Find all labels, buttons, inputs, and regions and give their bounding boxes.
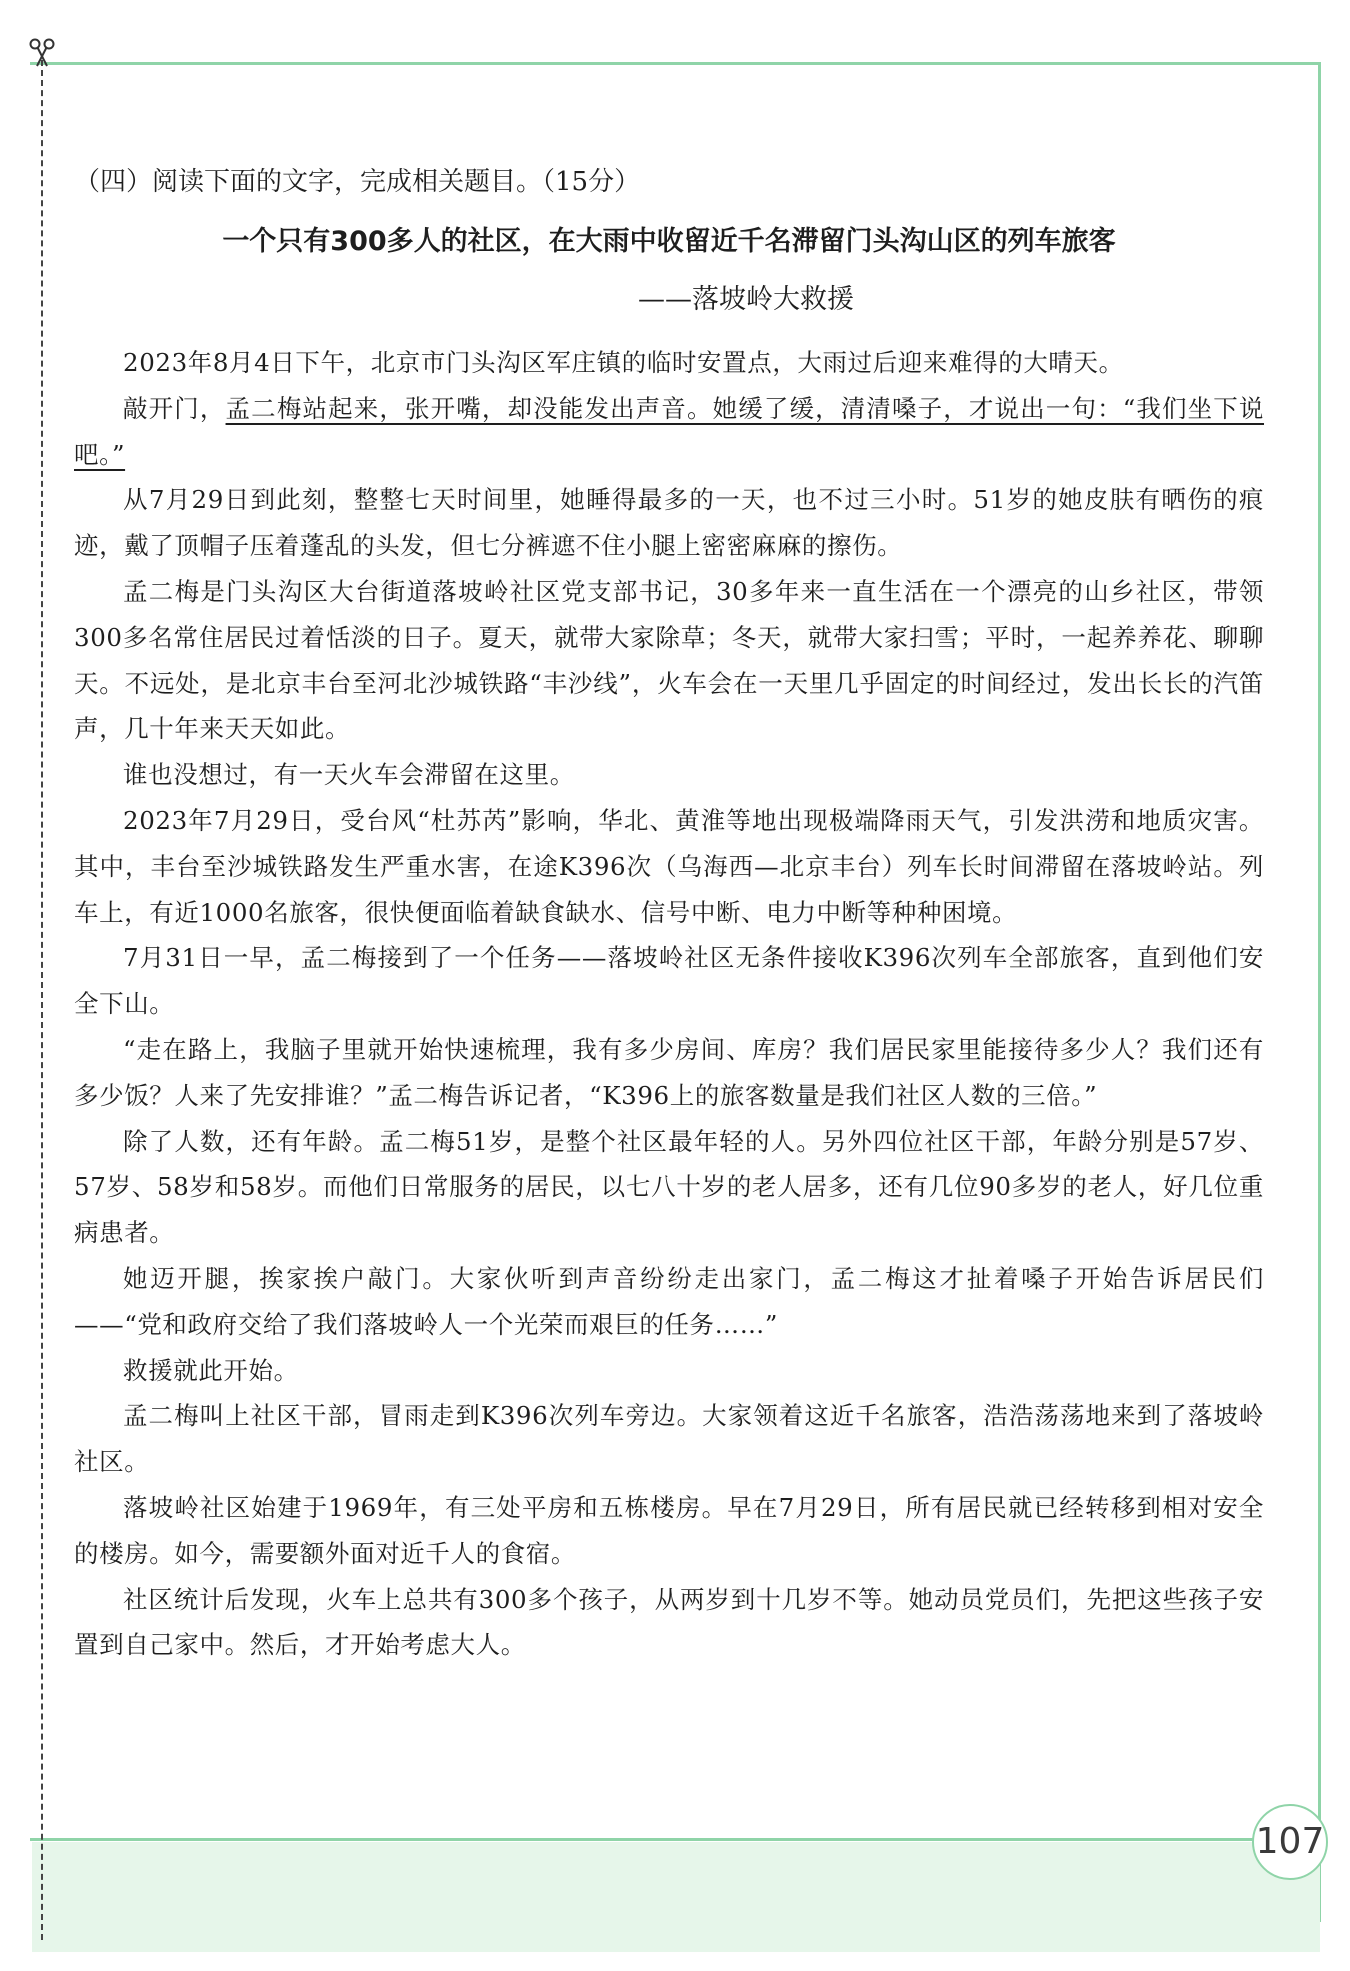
paragraph: 2023年8月4日下午，北京市门头沟区军庄镇的临时安置点，大雨过后迎来难得的大晴天。 <box>123 348 1124 377</box>
paragraph: 谁也没想过，有一天火车会滞留在这里。 <box>123 760 575 790</box>
paragraph: 社区统计后发现，火车上总共有300多个孩子，从两岁到十几岁不等。她动员党员们，先把这些孩子安置到自己家中。然后，才开始考虑大人。 <box>74 1584 1264 1660</box>
article <box>74 158 1264 1668</box>
article-subtitle: ——落坡岭大救援 <box>638 284 854 315</box>
paragraph: 孟二梅叫上社区干部，冒雨走到K396次列车旁边。大家领着这近千名旅客，浩浩荡荡地来到了落坡岭社区。 <box>74 1401 1264 1477</box>
paragraph: 落坡岭社区始建于1969年，有三处平房和五栋楼房。早在7月29日，所有居民就已经转移到相对安全的楼房。如今，需要额外面对近千人的食宿。 <box>74 1492 1264 1568</box>
page-frame-top <box>30 62 1320 65</box>
paragraph: 从7月29日到此刻，整整七天时间里，她睡得最多的一天，也不过三小时。51岁的她皮肤有晒伤的痕迹，戴了顶帽子压着蓬乱的头发，但七分裤遮不住小腿上密密麻麻的擦伤。 <box>74 485 1264 561</box>
cut-line <box>41 60 43 1940</box>
paragraph: 7月31日一早，孟二梅接到了一个任务——落坡岭社区无条件接收K396次列车全部旅客，直到他们安全下山。 <box>74 943 1264 1019</box>
paragraph: 2023年7月29日，受台风“杜苏芮”影响，华北、黄淮等地出现极端降雨天气，引发洪涝和地质灾害。其中，丰台至沙城铁路发生严重水害，在途K396次（乌海西—北京丰台）列车长时间滞留在落坡岭站。列车上，有近1000名旅客，很快便面临着缺食缺水、信号中断、电力中断等种种困境。 <box>74 805 1264 927</box>
page-number: 107 <box>1252 1804 1328 1880</box>
article-title: 一个只有300多人的社区，在大雨中收留近千名滞留门头沟山区的列车旅客 <box>222 226 1116 257</box>
page-frame-right <box>1318 62 1321 1922</box>
paragraph: 孟二梅是门头沟区大台街道落坡岭社区党支部书记，30多年来一直生活在一个漂亮的山乡社区，带领300多名常住居民过着恬淡的日子。夏天，就带大家除草；冬天，就带大家扫雪；平时，一起养养花、聊聊天。不远处，是北京丰台至河北沙城铁路“丰沙线”，火车会在一天里几乎固定的时间经过，发出长长的汽笛声，几十年来天天如此。 <box>74 576 1264 744</box>
section-heading: （四）阅读下面的文字，完成相关题目。（15分） <box>74 167 641 197</box>
paragraph: 除了人数，还有年龄。孟二梅51岁，是整个社区最年轻的人。另外四位社区干部，年龄分别是57岁、57岁、58岁和58岁。而他们日常服务的居民，以七八十岁的老人居多，还有几位90多岁的老人，好几位重病患者。 <box>74 1126 1264 1248</box>
bottom-band <box>32 1842 1320 1952</box>
scissors-icon <box>26 36 58 68</box>
paragraph: “走在路上，我脑子里就开始快速梳理，我有多少房间、库房？我们居民家里能接待多少人？我们还有多少饭？人来了先安排谁？”孟二梅告诉记者，“K396上的旅客数量是我们社区人数的三倍。” <box>74 1034 1264 1110</box>
paragraph: 救援就此开始。 <box>123 1355 299 1385</box>
page-frame-bottom <box>30 1838 1260 1841</box>
paragraph-underlined <box>74 386 1264 478</box>
paragraph-prefix: 敲开门， <box>123 393 226 423</box>
paragraph: 她迈开腿，挨家挨户敲门。大家伙听到声音纷纷走出家门，孟二梅这才扯着嗓子开始告诉居民们——“党和政府交给了我们落坡岭人一个光荣而艰巨的任务……” <box>74 1263 1264 1339</box>
underlined-sentence: 孟二梅站起来，张开嘴，却没能发出声音。她缓了缓，清清嗓子，才说出一句：“我们坐下说吧。” <box>74 393 1265 469</box>
